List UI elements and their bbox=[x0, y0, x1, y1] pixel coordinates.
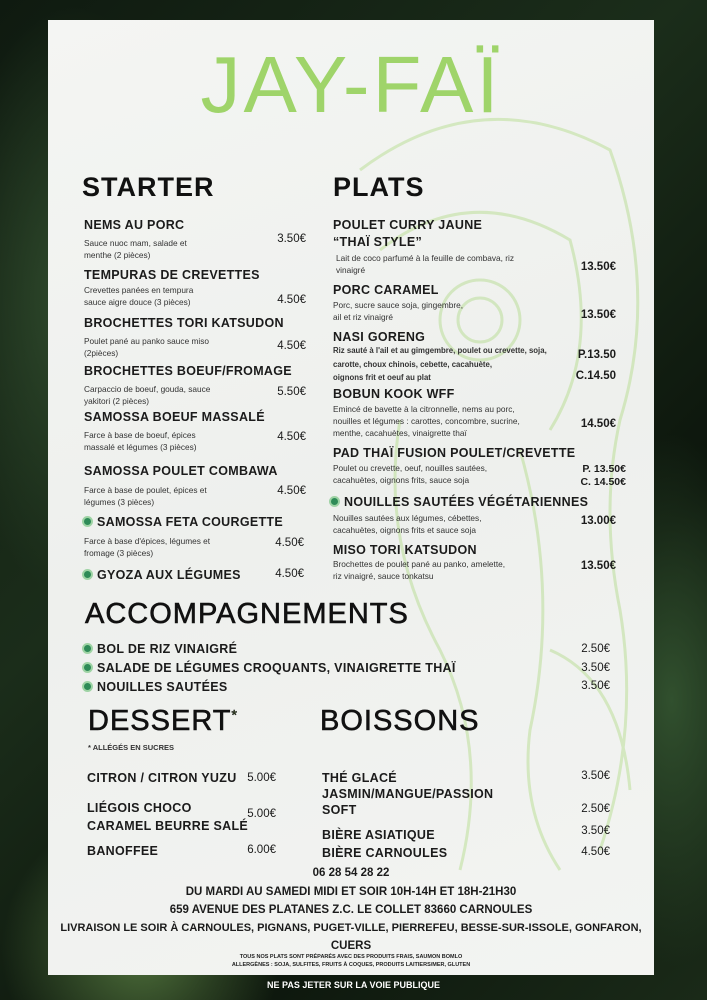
delivery-info-cont: CUERS bbox=[330, 940, 372, 952]
starter-item-name: SAMOSSA FETA COURGETTE bbox=[82, 515, 283, 529]
plat-item-name: POULET CURRY JAUNE “THAÏ STYLE” bbox=[333, 218, 483, 249]
plat-item-desc: Riz sauté à l'ail et au gimgembre, poulet ou crevette, soja, carotte, choux chinois, cebette, cacahuète, oignons frit et oeuf au plat bbox=[333, 346, 547, 382]
plat-item-price-large: C.14.50 bbox=[575, 370, 616, 382]
dessert-item-price: 5.00€ bbox=[247, 808, 276, 820]
drink-item-name: THÉ GLACÉ JASMIN/MANGUE/PASSION bbox=[322, 771, 494, 801]
plat-item-desc: Lait de coco parfumé à la feuille de combava, riz vinaigré bbox=[336, 253, 515, 275]
drink-item-name: SOFT bbox=[322, 803, 357, 817]
disclaimer: NE PAS JETER SUR LA VOIE PUBLIQUE bbox=[266, 980, 441, 990]
starter-item-price: 4.50€ bbox=[277, 294, 306, 306]
plat-item-desc: Nouilles sautées aux légumes, cébettes, cacahuètes, oignons frits et sauce soja bbox=[333, 513, 482, 535]
starter-item-desc: Poulet pané au panko sauce miso (2pièces) bbox=[84, 336, 210, 358]
plat-item-price: 14.50€ bbox=[580, 418, 616, 430]
dessert-item-name: CITRON / CITRON YUZU bbox=[87, 771, 237, 785]
plat-item-name: MISO TORI KATSUDON bbox=[333, 543, 477, 557]
vegetarian-icon bbox=[82, 662, 93, 673]
starter-item-desc: Farce à base de poulet, épices et légumes (3 pièces) bbox=[84, 485, 207, 507]
dessert-item-price: 5.00€ bbox=[247, 772, 276, 784]
phone-number: 06 28 54 28 22 bbox=[312, 867, 390, 879]
starter-item-price: 4.50€ bbox=[277, 431, 306, 443]
starter-item-name: SAMOSSA BOEUF MASSALÉ bbox=[84, 410, 265, 424]
side-item-name: SALADE DE LÉGUMES CROQUANTS, VINAIGRETTE THAÏ bbox=[82, 661, 456, 675]
plat-item-name: PORC CARAMEL bbox=[333, 283, 439, 297]
fresh-products-note: TOUS NOS PLATS SONT PRÉPARÉS AVEC DES PRODUITS FRAIS, SAUMON BOMLO bbox=[239, 954, 463, 960]
starter-item-price: 5.50€ bbox=[277, 386, 306, 398]
plat-item-desc: Porc, sucre sauce soja, gingembre, ail et riz vinaigré bbox=[333, 300, 464, 322]
starter-item-name: TEMPURAS DE CREVETTES bbox=[84, 268, 260, 282]
plat-item-price: 13.50€ bbox=[580, 309, 616, 321]
vegetarian-icon bbox=[329, 496, 340, 507]
drink-item-price: 2.50€ bbox=[581, 803, 610, 815]
starter-item-name: BROCHETTES BOEUF/FROMAGE bbox=[84, 364, 292, 378]
starter-item-desc: Crevettes panées en tempura sauce aigre douce (3 pièces) bbox=[84, 285, 194, 307]
vegetarian-icon bbox=[82, 569, 93, 580]
allergens-note: ALLERGÈNES : SOJA, SULFITES, FRUITS À COQUES, PRODUITS LAITIERS/MER, GLUTEN bbox=[231, 962, 471, 968]
drink-item-price: 4.50€ bbox=[581, 846, 610, 858]
opening-hours: DU MARDI AU SAMEDI MIDI ET SOIR 10H-14H ET 18H-21H30 bbox=[185, 886, 517, 898]
side-item-price: 3.50€ bbox=[581, 680, 610, 692]
starter-heading: STARTER bbox=[82, 172, 215, 202]
plat-item-price: 13.50€ bbox=[580, 261, 616, 273]
boissons-heading: BOISSONS bbox=[320, 705, 480, 737]
dessert-heading: DESSERT* bbox=[88, 705, 238, 737]
starter-item-price: 4.50€ bbox=[275, 537, 304, 549]
starter-item-price: 3.50€ bbox=[277, 233, 306, 245]
plat-item-name: NOUILLES SAUTÉES VÉGÉTARIENNES bbox=[329, 495, 588, 509]
side-item-price: 3.50€ bbox=[581, 662, 610, 674]
drink-item-name: BIÈRE CARNOULES bbox=[322, 846, 448, 860]
starter-item-name: SAMOSSA POULET COMBAWA bbox=[84, 464, 278, 478]
plat-item-name: NASI GORENG bbox=[333, 330, 426, 344]
side-item-name: NOUILLES SAUTÉES bbox=[82, 680, 228, 694]
restaurant-title: JAY-FAÏ bbox=[200, 40, 502, 129]
plat-item-price: 13.50€ bbox=[580, 560, 616, 572]
delivery-info: LIVRAISON LE SOIR À CARNOULES, PIGNANS, PUGET-VILLE, PIERREFEU, BESSE-SUR-ISSOLE, GONFARON, bbox=[60, 922, 642, 934]
plat-item-desc: Brochettes de poulet pané au panko, amelette, riz vinaigré, sauce tonkatsu bbox=[333, 559, 506, 581]
vegetarian-icon bbox=[82, 516, 93, 527]
plat-item-price-large: C. 14.50€ bbox=[580, 476, 626, 488]
dessert-item-name: LIÉGOIS CHOCO CARAMEL BEURRE SALÉ bbox=[87, 801, 249, 833]
starter-item-price: 4.50€ bbox=[277, 340, 306, 352]
starter-item-desc: Sauce nuoc mam, salade et menthe (2 pièces) bbox=[84, 238, 187, 260]
accompagnements-heading: ACCOMPAGNEMENTS bbox=[85, 598, 409, 630]
side-item-price: 2.50€ bbox=[581, 643, 610, 655]
starter-item-desc: Carpaccio de boeuf, gouda, sauce yakitori (2 pièces) bbox=[84, 384, 211, 406]
starter-item-price: 4.50€ bbox=[275, 568, 304, 580]
starter-item-name: NEMS AU PORC bbox=[84, 218, 185, 232]
side-item-name: BOL DE RIZ VINAIGRÉ bbox=[82, 642, 237, 656]
vegetarian-icon bbox=[82, 681, 93, 692]
dessert-item-name: BANOFFEE bbox=[87, 844, 159, 858]
plat-item-price: 13.00€ bbox=[580, 515, 616, 527]
starter-item-desc: Farce à base de boeuf, épices massalé et légumes (3 pièces) bbox=[84, 430, 197, 452]
plat-item-name: PAD THAÏ FUSION POULET/CREVETTE bbox=[333, 446, 576, 460]
plat-item-name: BOBUN KOOK WFF bbox=[333, 387, 455, 401]
plat-item-price: P. 13.50€ bbox=[582, 463, 626, 475]
plat-item-desc: Poulet ou crevette, oeuf, nouilles sautées, cacahuètes, oignons frits, sauce soja bbox=[333, 463, 488, 485]
drink-item-price: 3.50€ bbox=[581, 825, 610, 837]
plat-item-price: P.13.50 bbox=[577, 349, 616, 361]
vegetarian-icon bbox=[82, 643, 93, 654]
starter-item-name: BROCHETTES TORI KATSUDON bbox=[84, 316, 284, 330]
starter-item-price: 4.50€ bbox=[277, 485, 306, 497]
drink-item-price: 3.50€ bbox=[581, 770, 610, 782]
drink-item-name: BIÈRE ASIATIQUE bbox=[322, 828, 435, 842]
plats-heading: PLATS bbox=[333, 172, 425, 202]
starter-item-name: GYOZA AUX LÉGUMES bbox=[82, 568, 241, 582]
dessert-note: * ALLÉGÉS EN SUCRES bbox=[88, 743, 174, 752]
plat-item-desc: Emincé de bavette à la citronnelle, nems au porc, nouilles et légumes : carottes, concombre, sucrine, menthe, cacahuètes, vinaigrette thaï bbox=[333, 404, 520, 438]
address: 659 AVENUE DES PLATANES Z.C. LE COLLET 83660 CARNOULES bbox=[169, 904, 533, 916]
star-mark: * bbox=[231, 706, 238, 723]
starter-item-desc: Farce à base d'épices, légumes et fromage (3 pièces) bbox=[84, 536, 211, 558]
dessert-item-price: 6.00€ bbox=[247, 844, 276, 856]
